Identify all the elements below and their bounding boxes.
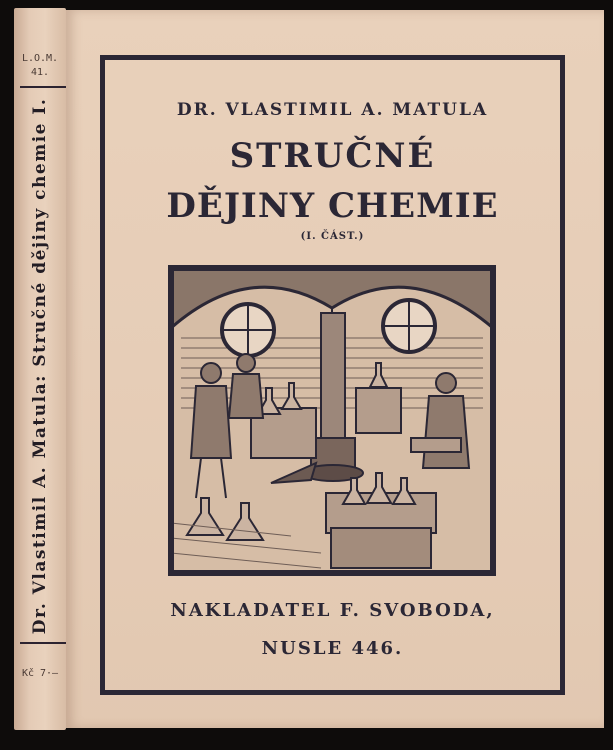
spine-title: Dr. Vlastimil A. Matula: Stručné dějiny chemie I.: [30, 97, 50, 634]
spine-library-code: [14, 52, 66, 80]
spine-divider-top: [20, 86, 66, 88]
publisher-line-1: NAKLADATEL F. SVOBODA,: [170, 600, 495, 621]
spine-series-label: L.O.M.: [21, 53, 59, 64]
book-spine: [14, 8, 66, 730]
part-label: (I. ČÁST.): [300, 231, 365, 242]
book-title-line-2: DĚJINY CHEMIE: [166, 186, 499, 226]
round-window-right: [383, 300, 435, 352]
publisher-line-2: NUSLE 446.: [261, 638, 404, 659]
book-title-line-1: STRUČNÉ: [229, 136, 436, 176]
spine-price: Kč 7·—: [21, 668, 59, 679]
round-window-left: [222, 304, 274, 356]
author-name: DR. VLASTIMIL A. MATULA: [176, 100, 489, 120]
spine-divider-bottom: [20, 642, 66, 644]
woodcut-illustration: [171, 268, 493, 573]
alchemy-lab-woodcut: [168, 265, 496, 576]
book-cover: [66, 10, 604, 728]
spine-title-area: [14, 98, 66, 633]
cover-frame: [100, 55, 565, 695]
spine-volume-number: 41.: [30, 67, 50, 78]
